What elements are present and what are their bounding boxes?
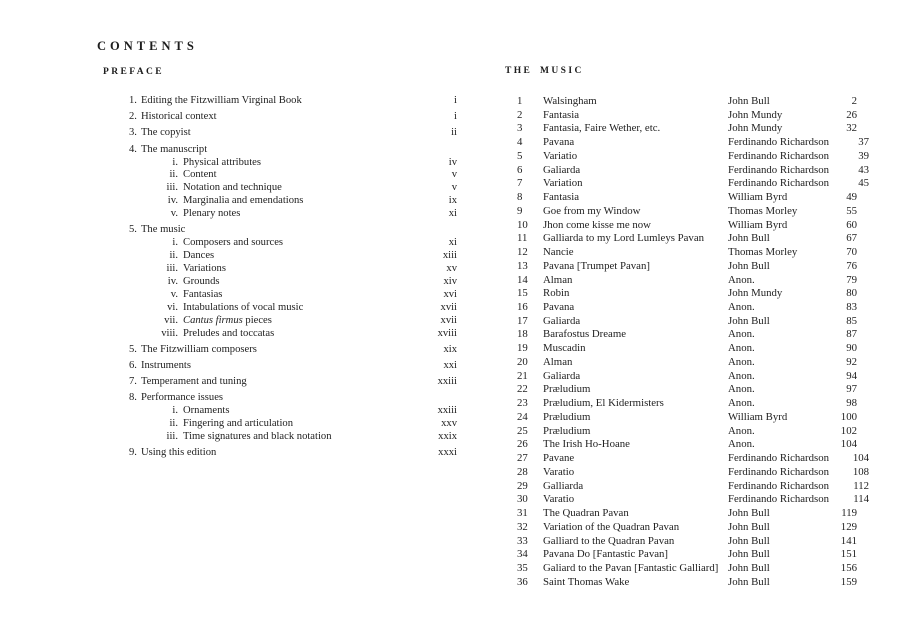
entry-page-number: v (451, 169, 457, 181)
piece-composer: Anon. (728, 369, 755, 382)
entry-label: Dances (183, 250, 215, 262)
entry-number: iv. (167, 195, 178, 207)
piece-page-number: 76 (846, 259, 857, 272)
piece-title: Galiard to the Pavan [Fantastic Galliard] (543, 561, 719, 574)
piece-composer: William Byrd (728, 191, 788, 204)
preface-entry (129, 237, 457, 250)
music-entry (517, 274, 857, 288)
piece-number: 27 (517, 452, 528, 465)
music-entry (517, 507, 857, 521)
piece-number: 12 (517, 246, 528, 259)
piece-title: Varatio (543, 493, 575, 506)
entry-label: Editing the Fitzwilliam Virginal Book (140, 95, 302, 106)
piece-page-number: 159 (840, 575, 857, 588)
entry-label: Content (183, 169, 217, 181)
piece-number: 17 (517, 314, 528, 327)
piece-title: Pavana (543, 136, 575, 149)
piece-number: 15 (517, 287, 528, 300)
piece-composer: Anon. (728, 355, 755, 368)
piece-page-number: 67 (846, 232, 857, 245)
piece-page-number: 104 (840, 438, 857, 451)
preface-entry (129, 224, 457, 237)
preface-entry (129, 328, 457, 341)
music-heading: THE MUSIC (505, 66, 584, 76)
music-entry (517, 191, 857, 205)
entry-label: Notation and technique (183, 182, 282, 194)
piece-composer: John Bull (728, 548, 770, 561)
piece-page-number: 85 (846, 314, 857, 327)
piece-composer: Ferdinando Richardson (728, 163, 830, 176)
entry-page-number: xv (446, 263, 457, 275)
piece-title: Pavana [Trumpet Pavan] (543, 259, 650, 272)
piece-composer: Ferdinando Richardson (728, 149, 830, 162)
preface-entry (129, 144, 457, 157)
music-entry (517, 425, 857, 439)
piece-page-number: 104 (852, 452, 870, 465)
entry-label: Preludes and toccatas (183, 327, 275, 339)
entry-number: iii. (166, 431, 178, 443)
piece-title: Alman (543, 355, 573, 368)
entry-page-number: xvi (443, 288, 457, 300)
piece-composer: Anon. (728, 424, 755, 437)
music-list (517, 95, 870, 589)
entry-label: Fingering and articulation (183, 418, 294, 430)
entry-page-number: xxxi (438, 447, 457, 459)
piece-title: Præludium (543, 383, 591, 396)
piece-composer: William Byrd (728, 410, 788, 423)
preface-entry (129, 250, 457, 263)
piece-page-number: 60 (846, 218, 857, 231)
piece-number: 29 (517, 479, 528, 492)
preface-entry (129, 127, 457, 140)
piece-title: Goe from my Window (543, 204, 641, 217)
piece-composer: Anon. (728, 383, 755, 396)
entry-number: 8. (129, 392, 137, 404)
entry-label: Instruments (140, 360, 191, 371)
entry-number: 6. (129, 360, 137, 371)
entry-number: 4. (129, 143, 137, 155)
piece-composer: John Mundy (728, 122, 783, 135)
entry-page-number: xiv (443, 275, 457, 287)
piece-title: Galliarda (543, 479, 584, 492)
piece-composer: Ferdinando Richardson (728, 177, 830, 190)
entry-page-number: xi (448, 208, 457, 220)
piece-page-number: 92 (846, 355, 857, 368)
music-entry (517, 301, 857, 315)
piece-page-number: 98 (846, 397, 857, 410)
piece-number: 31 (517, 507, 528, 520)
entry-page-number: xvii (440, 301, 457, 313)
music-entry (517, 163, 870, 178)
entry-label: Historical context (140, 111, 217, 123)
piece-title: Præludium (543, 410, 591, 423)
piece-number: 5 (517, 149, 523, 162)
piece-number: 20 (517, 355, 528, 368)
entry-page-number: xvii (440, 314, 457, 326)
piece-title: Variatio (543, 149, 578, 162)
piece-page-number: 32 (846, 122, 857, 135)
piece-composer: Anon. (728, 438, 755, 451)
entry-page-number: v (451, 182, 457, 194)
music-entry (517, 535, 857, 549)
music-entry (517, 109, 857, 123)
piece-title: Fantasia (543, 191, 579, 204)
music-entry (517, 383, 857, 397)
entry-label: Time signatures and black notation (183, 431, 332, 443)
preface-entry (129, 95, 457, 108)
entry-number: ii. (169, 418, 178, 430)
entry-number: 2. (129, 111, 137, 123)
piece-number: 22 (517, 383, 528, 396)
piece-number: 4 (517, 136, 523, 149)
piece-title: The Irish Ho-Hoane (543, 438, 630, 451)
entry-page-number: xiii (442, 250, 457, 262)
entry-number: iii. (166, 263, 178, 275)
entry-label: Variations (183, 263, 226, 275)
piece-page-number: 102 (840, 424, 857, 437)
piece-composer: Anon. (728, 273, 755, 286)
preface-entry (129, 418, 457, 431)
piece-number: 2 (517, 108, 523, 121)
entry-number: 5. (129, 343, 137, 355)
preface-entry (129, 111, 457, 124)
entry-page-number: xi (448, 237, 457, 249)
piece-number: 26 (517, 438, 528, 451)
entry-number: 9. (129, 447, 137, 459)
piece-number: 24 (517, 410, 528, 423)
piece-title: Fantasia (543, 108, 579, 121)
music-entry (517, 493, 870, 507)
entry-number: vii. (164, 314, 178, 326)
piece-page-number: 114 (853, 493, 870, 506)
music-entry (517, 438, 857, 452)
preface-heading: PREFACE (103, 67, 164, 77)
entry-label: Intabulations of vocal music (183, 301, 304, 313)
piece-page-number: 43 (858, 163, 870, 176)
piece-composer: John Bull (728, 232, 770, 245)
piece-composer: John Bull (728, 314, 770, 327)
piece-number: 28 (517, 465, 528, 478)
entry-page-number: i (454, 111, 457, 123)
entry-label: Using this edition (140, 447, 217, 459)
piece-title: Jhon come kisse me now (543, 218, 651, 231)
entry-number: iv. (167, 275, 178, 287)
entry-number: 5. (129, 224, 137, 236)
piece-title: Galliarda to my Lord Lumleys Pavan (543, 232, 705, 245)
entry-number: v. (170, 288, 178, 300)
piece-number: 3 (517, 122, 523, 135)
piece-number: 19 (517, 342, 528, 355)
entry-label: Fantasias (183, 288, 223, 300)
piece-number: 36 (517, 575, 528, 588)
piece-composer: Thomas Morley (728, 204, 798, 217)
piece-page-number: 26 (846, 108, 857, 121)
piece-title: Robin (543, 287, 570, 300)
entry-number: ii. (169, 250, 178, 262)
preface-entry (129, 157, 457, 170)
entry-page-number: xix (443, 343, 457, 355)
piece-composer: Anon. (728, 397, 755, 410)
music-entry (517, 246, 857, 260)
preface-entry (129, 182, 457, 195)
music-entry (517, 452, 870, 466)
piece-number: 9 (517, 204, 523, 217)
piece-number: 32 (517, 520, 528, 533)
music-entry (517, 576, 857, 590)
music-entry (517, 479, 870, 494)
piece-page-number: 83 (846, 301, 857, 314)
piece-title: The Quadran Pavan (543, 507, 629, 520)
music-entry (517, 287, 857, 301)
preface-entry (129, 315, 457, 328)
piece-composer: Anon. (728, 301, 755, 314)
piece-page-number: 2 (851, 95, 857, 107)
music-entry (517, 465, 870, 480)
entry-page-number: xxi (443, 360, 457, 371)
entry-label: The copyist (140, 127, 191, 139)
piece-title: Barafostus Dreame (543, 328, 627, 341)
piece-title: Galiarda (543, 163, 581, 176)
preface-entry (129, 302, 457, 315)
piece-number: 16 (517, 301, 528, 314)
piece-number: 25 (517, 424, 528, 437)
entry-label: Ornaments (183, 405, 230, 417)
music-entry (517, 177, 870, 191)
entry-label: Cantus firmus pieces (183, 314, 272, 326)
piece-title: Alman (543, 273, 573, 286)
entry-label: Plenary notes (183, 208, 241, 220)
piece-title: Fantasia, Faire Wether, etc. (543, 122, 661, 135)
piece-page-number: 90 (846, 342, 857, 355)
music-entry (517, 521, 857, 535)
preface-entry (129, 289, 457, 302)
entry-number: 7. (129, 376, 137, 388)
piece-number: 7 (517, 177, 523, 190)
entry-page-number: i (454, 95, 457, 106)
music-entry (517, 260, 857, 274)
preface-entry (129, 376, 457, 389)
piece-title: Galiarda (543, 369, 581, 382)
entry-label: Grounds (183, 275, 220, 287)
entry-label: The manuscript (140, 143, 208, 155)
entry-number: viii. (161, 327, 178, 339)
piece-page-number: 156 (840, 561, 857, 574)
piece-page-number: 70 (846, 246, 857, 259)
preface-entry (129, 344, 457, 357)
piece-number: 35 (517, 561, 528, 574)
piece-page-number: 55 (846, 204, 857, 217)
preface-entry (129, 195, 457, 208)
piece-title: Præludium, El Kidermisters (543, 397, 664, 410)
piece-page-number: 94 (846, 369, 857, 382)
piece-title: Walsingham (543, 95, 597, 107)
piece-page-number: 37 (858, 136, 870, 149)
piece-composer: Ferdinando Richardson (728, 452, 830, 465)
music-entry (517, 232, 857, 246)
entry-label: Physical attributes (183, 156, 261, 168)
piece-page-number: 129 (840, 520, 857, 533)
piece-title: Variation of the Quadran Pavan (543, 520, 680, 533)
music-entry (517, 548, 857, 562)
piece-title: Galiarda (543, 314, 581, 327)
piece-composer: John Bull (728, 259, 770, 272)
entry-label: The Fitzwilliam composers (140, 343, 257, 355)
piece-page-number: 100 (840, 410, 857, 423)
piece-page-number: 151 (840, 548, 857, 561)
music-entry (517, 562, 857, 576)
piece-title: Galliard to the Quadran Pavan (543, 534, 675, 547)
preface-list (129, 95, 457, 460)
music-entry (517, 411, 857, 425)
piece-title: Variation (543, 177, 583, 190)
piece-composer: William Byrd (728, 218, 788, 231)
preface-entry (129, 360, 457, 373)
music-entry (517, 315, 857, 329)
preface-entry (129, 169, 457, 182)
piece-title: Pavane (543, 452, 575, 465)
entry-page-number: xxv (441, 418, 457, 430)
piece-composer: Anon. (728, 342, 755, 355)
entry-number: iii. (166, 182, 178, 194)
piece-number: 1 (517, 95, 523, 107)
piece-page-number: 108 (852, 465, 870, 478)
piece-composer: John Mundy (728, 287, 783, 300)
preface-entry (129, 405, 457, 418)
piece-composer: Ferdinando Richardson (728, 493, 830, 506)
piece-composer: John Bull (728, 575, 770, 588)
entry-number: i. (172, 237, 178, 249)
entry-page-number: ix (448, 195, 457, 207)
music-entry (517, 205, 857, 219)
piece-page-number: 80 (846, 287, 857, 300)
entry-number: 3. (129, 127, 137, 139)
music-entry (517, 149, 870, 164)
music-entry (517, 219, 857, 233)
piece-page-number: 112 (853, 479, 870, 492)
preface-entry (129, 263, 457, 276)
piece-composer: John Bull (728, 561, 770, 574)
music-entry (517, 356, 857, 370)
entry-number: i. (172, 156, 178, 168)
page-title: CONTENTS (97, 39, 198, 53)
piece-title: Muscadin (543, 342, 586, 355)
piece-number: 18 (517, 328, 528, 341)
music-entry (517, 397, 857, 411)
piece-number: 33 (517, 534, 528, 547)
piece-composer: Ferdinando Richardson (728, 136, 830, 149)
entry-number: vi. (167, 301, 178, 313)
piece-title: Pavana Do [Fantastic Pavan] (543, 548, 669, 561)
entry-page-number: iv (448, 156, 457, 168)
piece-title: Præludium (543, 424, 591, 437)
piece-number: 10 (517, 218, 528, 231)
piece-number: 8 (517, 191, 523, 204)
piece-title: Saint Thomas Wake (543, 575, 630, 588)
piece-title: Pavana (543, 301, 575, 314)
entry-page-number: xxiii (437, 405, 457, 417)
entry-page-number: xxiii (437, 376, 457, 388)
piece-number: 30 (517, 493, 528, 506)
piece-composer: John Bull (728, 534, 770, 547)
preface-entry (129, 276, 457, 289)
entry-number: i. (172, 405, 178, 417)
piece-composer: John Bull (728, 95, 770, 107)
piece-number: 14 (517, 273, 528, 286)
music-entry (517, 95, 857, 109)
entry-page-number: xviii (437, 327, 457, 339)
piece-composer: John Mundy (728, 108, 783, 121)
preface-entry (129, 431, 457, 444)
piece-number: 21 (517, 369, 528, 382)
entry-page-number: ii (451, 127, 457, 139)
piece-composer: John Bull (728, 520, 770, 533)
entry-number: ii. (169, 169, 178, 181)
piece-page-number: 141 (840, 534, 857, 547)
piece-page-number: 39 (858, 149, 870, 162)
piece-composer: Ferdinando Richardson (728, 479, 830, 492)
piece-number: 6 (517, 163, 523, 176)
piece-page-number: 87 (846, 328, 857, 341)
preface-entry (129, 447, 457, 460)
music-entry (517, 370, 857, 384)
entry-label: Temperament and tuning (140, 376, 247, 388)
piece-composer: Thomas Morley (728, 246, 798, 259)
piece-page-number: 119 (841, 507, 857, 520)
piece-number: 11 (517, 232, 528, 245)
piece-page-number: 97 (846, 383, 857, 396)
piece-number: 23 (517, 397, 528, 410)
preface-entry (129, 392, 457, 405)
entry-number: v. (170, 208, 178, 220)
music-entry (517, 342, 857, 356)
entry-label: Marginalia and emendations (183, 195, 304, 207)
piece-title: Nancie (543, 246, 574, 259)
music-entry (517, 328, 857, 342)
piece-composer: Anon. (728, 328, 755, 341)
piece-page-number: 79 (846, 273, 857, 286)
piece-page-number: 49 (846, 191, 857, 204)
entry-page-number: xxix (438, 431, 457, 443)
music-entry (517, 122, 857, 136)
music-entry (517, 136, 870, 150)
entry-label: The music (140, 224, 186, 236)
piece-composer: Ferdinando Richardson (728, 465, 830, 478)
preface-entry (129, 208, 457, 221)
entry-number: 1. (129, 95, 137, 106)
piece-composer: John Bull (728, 507, 770, 520)
piece-number: 34 (517, 548, 528, 561)
piece-number: 13 (517, 259, 528, 272)
entry-label: Composers and sources (183, 237, 284, 249)
entry-label: Performance issues (140, 392, 224, 404)
piece-title: Varatio (543, 465, 575, 478)
piece-page-number: 45 (858, 177, 870, 190)
